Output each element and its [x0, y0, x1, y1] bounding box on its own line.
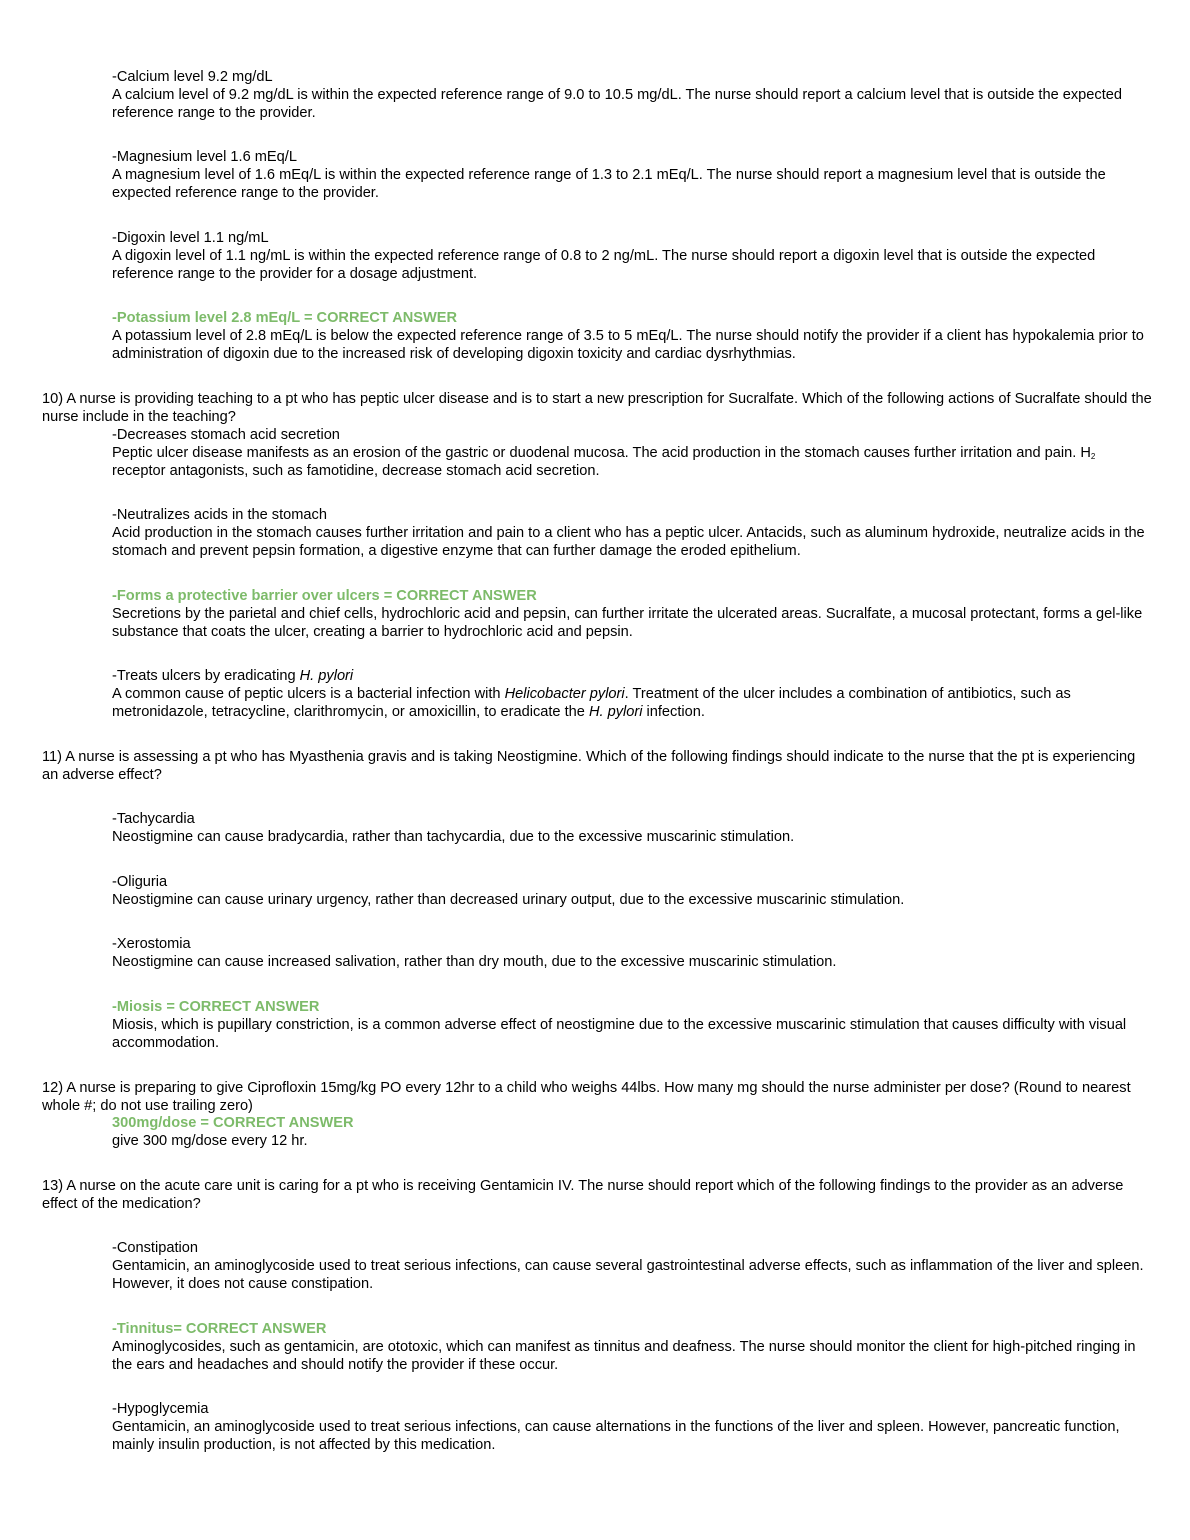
q10-option-4: [112, 667, 1152, 721]
option-potassium-correct: [112, 309, 1152, 363]
option-title: -Decreases stomach acid secretion: [112, 427, 340, 443]
option-explanation: Secretions by the parietal and chief cells, hydrochloric acid and pepsin, can further irritate the ulcerated areas. Sucralfate, a mucosal protectant, forms a gel-like substance that coats the ulcer, creating a barrier to hydrochloric acid and pepsin.: [112, 606, 1143, 640]
q10-option-2: [112, 506, 1152, 560]
question-text: 12) A nurse is preparing to give Ciprofloxin 15mg/kg PO every 12hr to a child who weighs 44lbs. How many mg should the nurse administer per dose? (Round to nearest whole #; do not use trailing zero): [42, 1080, 1131, 1114]
q11-option-4-correct: [112, 998, 1152, 1052]
option-title: -Tachycardia: [112, 811, 195, 827]
question-13: [42, 1177, 1152, 1213]
option-explanation: Gentamicin, an aminoglycoside used to treat serious infections, can cause several gastrointestinal adverse effects, such as inflammation of the liver and spleen. However, it does not cause constipation.: [112, 1258, 1144, 1292]
question-12: [42, 1079, 1152, 1115]
option-explanation: Neostigmine can cause urinary urgency, rather than decreased urinary output, due to the excessive muscarinic stimulation.: [112, 892, 905, 908]
question-text: 13) A nurse on the acute care unit is caring for a pt who is receiving Gentamicin IV. The nurse should report which of the following findings to the provider as an adverse effect of the medication?: [42, 1178, 1124, 1212]
option-magnesium: [112, 148, 1152, 202]
option-explanation: Aminoglycosides, such as gentamicin, are ototoxic, which can manifest as tinnitus and deafness. The nurse should monitor the client for high-pitched ringing in the ears and headaches and should notify the provider if these occur.: [112, 1339, 1136, 1373]
option-title: -Calcium level 9.2 mg/dL: [112, 69, 273, 85]
option-explanation: Neostigmine can cause bradycardia, rather than tachycardia, due to the excessive muscarinic stimulation.: [112, 829, 795, 845]
option-title: -Treats ulcers by eradicating H. pylori: [112, 668, 354, 684]
option-explanation: Miosis, which is pupillary constriction, is a common adverse effect of neostigmine due to the excessive muscarinic stimulation that causes difficulty with visual accommodation.: [112, 1017, 1127, 1051]
correct-answer-title: -Miosis = CORRECT ANSWER: [112, 999, 320, 1015]
option-explanation: Acid production in the stomach causes further irritation and pain to a client who has a peptic ulcer. Antacids, such as aluminum hydroxide, neutralize acids in the stomach and prevent pepsin formation, a digestive enzyme that can further damage the eroded epithelium.: [112, 525, 1145, 559]
option-title: -Hypoglycemia: [112, 1401, 209, 1417]
option-title: -Xerostomia: [112, 936, 191, 952]
q10-option-3-correct: [112, 587, 1152, 641]
correct-answer-title: 300mg/dose = CORRECT ANSWER: [112, 1115, 354, 1131]
option-title: -Digoxin level 1.1 ng/mL: [112, 230, 269, 246]
answer-explanation: give 300 mg/dose every 12 hr.: [112, 1133, 308, 1149]
option-explanation: A digoxin level of 1.1 ng/mL is within the expected reference range of 0.8 to 2 ng/mL. The nurse should report a digoxin level that is outside the expected reference range to the provider for a dosage adjustment.: [112, 248, 1096, 282]
option-explanation: A magnesium level of 1.6 mEq/L is within the expected reference range of 1.3 to 2.1 mEq/L. The nurse should report a magnesium level that is outside the expected reference range to the provider.: [112, 167, 1106, 201]
option-explanation: Neostigmine can cause increased salivation, rather than dry mouth, due to the excessive muscarinic stimulation.: [112, 954, 837, 970]
question-11: [42, 748, 1152, 784]
q11-option-3: [112, 935, 1152, 971]
option-explanation: A common cause of peptic ulcers is a bacterial infection with Helicobacter pylori. Treatment of the ulcer includes a combination of antibiotics, such as metronidazole, tetracycline, clarithromycin, or amoxicillin, to eradicate the H. pylori infection.: [112, 686, 1071, 720]
question-text: 11) A nurse is assessing a pt who has Myasthenia gravis and is taking Neostigmine. Which of the following findings should indicate to the nurse that the pt is experiencing an adverse effect?: [42, 749, 1136, 783]
option-title: -Magnesium level 1.6 mEq/L: [112, 149, 297, 165]
correct-answer-title: -Forms a protective barrier over ulcers = CORRECT ANSWER: [112, 588, 537, 604]
option-title: -Oliguria: [112, 874, 168, 890]
option-explanation: A potassium level of 2.8 mEq/L is below the expected reference range of 3.5 to 5 mEq/L. The nurse should notify the provider if a client has hypokalemia prior to administration of digoxin due to the increased risk of developing digoxin toxicity and cardiac dysrhythmias.: [112, 328, 1144, 362]
option-title: -Neutralizes acids in the stomach: [112, 507, 327, 523]
q12-answer: [112, 1114, 1152, 1150]
q13-option-1: [112, 1239, 1152, 1293]
q11-option-2: [112, 873, 1152, 909]
q13-option-3: [112, 1400, 1152, 1454]
option-explanation: Gentamicin, an aminoglycoside used to treat serious infections, can cause alternations in the functions of the liver and spleen. However, pancreatic function, mainly insulin production, is not affected by this medication.: [112, 1419, 1120, 1453]
option-calcium: [112, 68, 1152, 122]
q10-option-1: [112, 426, 1152, 480]
question-10: [42, 390, 1152, 426]
q11-option-1: [112, 810, 1152, 846]
question-text: 10) A nurse is providing teaching to a pt who has peptic ulcer disease and is to start a new prescription for Sucralfate. Which of the following actions of Sucralfate should the nurse include in the teaching?: [42, 391, 1152, 425]
correct-answer-title: -Tinnitus= CORRECT ANSWER: [112, 1321, 327, 1337]
option-explanation: A calcium level of 9.2 mg/dL is within the expected reference range of 9.0 to 10.5 mg/dL. The nurse should report a calcium level that is outside the expected reference range to the provider.: [112, 87, 1122, 121]
option-digoxin: [112, 229, 1152, 283]
q13-option-2-correct: [112, 1320, 1152, 1374]
correct-answer-title: -Potassium level 2.8 mEq/L = CORRECT ANSWER: [112, 310, 458, 326]
option-explanation: Peptic ulcer disease manifests as an erosion of the gastric or duodenal mucosa. The acid production in the stomach causes further irritation and pain. $H_2$ receptor antagonists, such as famotidine, decrease stomach acid secretion.: [112, 445, 1096, 479]
option-title: -Constipation: [112, 1240, 198, 1256]
